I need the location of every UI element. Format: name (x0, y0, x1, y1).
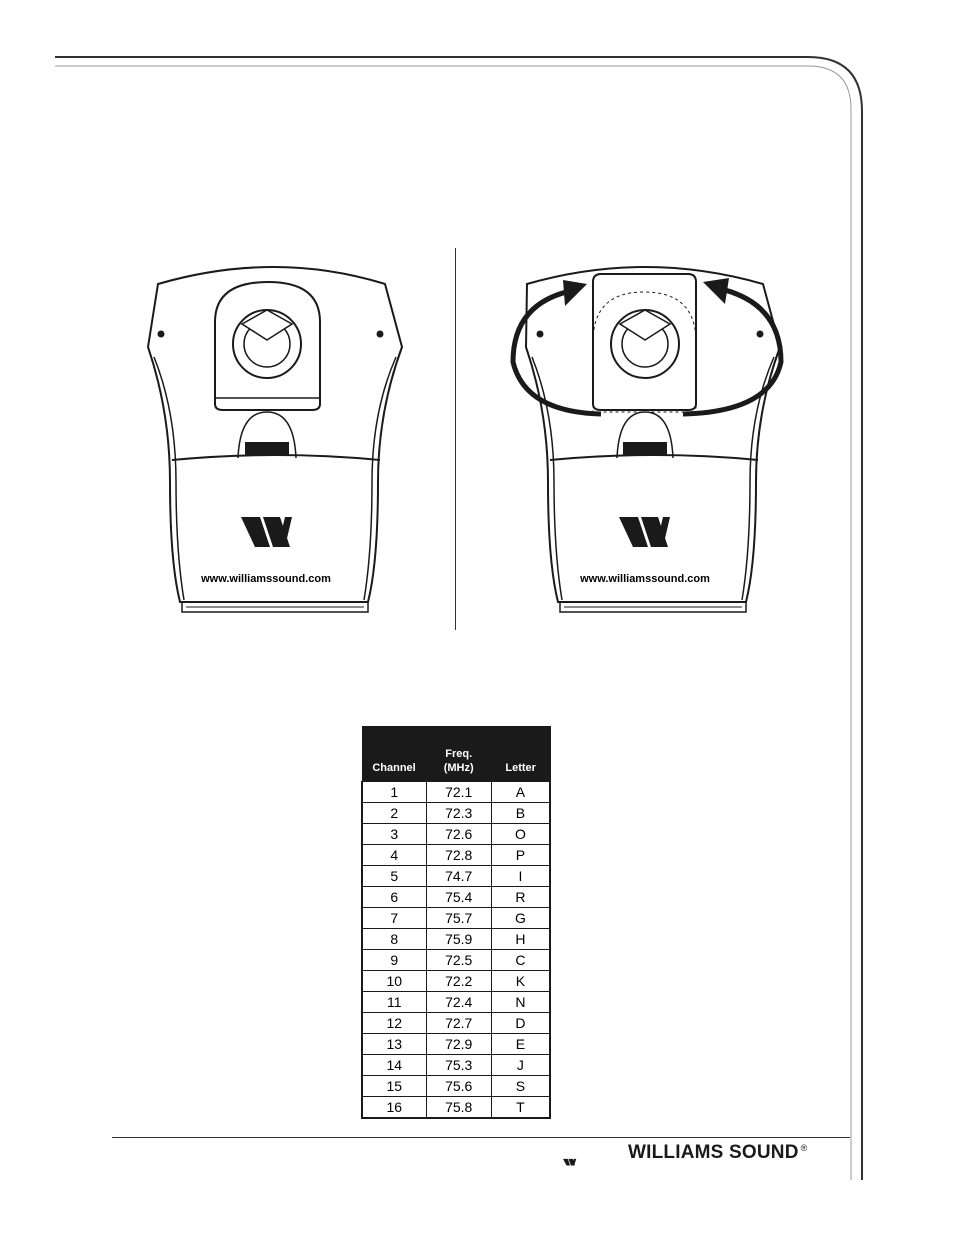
table-row (362, 1055, 550, 1076)
cell-channel: 16 (362, 1097, 426, 1119)
cell-channel: 4 (362, 845, 426, 866)
cell-letter: S (491, 1076, 550, 1097)
cell-channel: 15 (362, 1076, 426, 1097)
cell-frequency: 74.7 (426, 866, 491, 887)
cell-frequency: 72.9 (426, 1034, 491, 1055)
footer-brand (628, 1142, 807, 1164)
cell-letter: A (491, 782, 550, 803)
cell-letter: T (491, 1097, 550, 1119)
cell-letter: G (491, 908, 550, 929)
channel-frequency-table (361, 726, 551, 1119)
footer-rule (112, 1137, 850, 1138)
table-row (362, 950, 550, 971)
table-row (362, 929, 550, 950)
cell-letter: H (491, 929, 550, 950)
cell-letter: I (491, 866, 550, 887)
header-letter: Letter (491, 727, 550, 782)
table-body (362, 782, 550, 1119)
header-frequency (426, 727, 491, 782)
williams-sound-logo-icon (563, 1144, 625, 1180)
cell-frequency: 75.6 (426, 1076, 491, 1097)
table-row (362, 1034, 550, 1055)
table-row (362, 887, 550, 908)
cell-channel: 13 (362, 1034, 426, 1055)
receiver-illustration-right (505, 262, 795, 622)
device-url-right: www.williamssound.com (580, 573, 710, 585)
illustration-divider (455, 248, 456, 630)
cell-letter: R (491, 887, 550, 908)
table-row (362, 992, 550, 1013)
cell-letter: J (491, 1055, 550, 1076)
cell-frequency: 75.9 (426, 929, 491, 950)
header-channel: Channel (362, 727, 426, 782)
cell-frequency: 72.7 (426, 1013, 491, 1034)
device-url-left: www.williamssound.com (201, 573, 331, 585)
cell-frequency: 72.5 (426, 950, 491, 971)
header-frequency-line2: (MHz) (443, 762, 474, 774)
cell-letter: D (491, 1013, 550, 1034)
cell-channel: 2 (362, 803, 426, 824)
table-row (362, 1076, 550, 1097)
cell-channel: 8 (362, 929, 426, 950)
cell-channel: 7 (362, 908, 426, 929)
cell-frequency: 72.8 (426, 845, 491, 866)
table-row (362, 1097, 550, 1119)
cell-channel: 9 (362, 950, 426, 971)
table-row (362, 845, 550, 866)
table-row (362, 908, 550, 929)
registered-mark: ® (800, 1142, 808, 1153)
cell-frequency: 72.3 (426, 803, 491, 824)
receiver-illustration-left (140, 262, 410, 622)
cell-frequency: 75.7 (426, 908, 491, 929)
table-row (362, 803, 550, 824)
cell-channel: 6 (362, 887, 426, 908)
cell-channel: 10 (362, 971, 426, 992)
table-header-row (362, 727, 550, 782)
cell-frequency: 72.1 (426, 782, 491, 803)
cell-letter: K (491, 971, 550, 992)
cell-channel: 12 (362, 1013, 426, 1034)
cell-letter: O (491, 824, 550, 845)
cell-channel: 3 (362, 824, 426, 845)
cell-frequency: 72.2 (426, 971, 491, 992)
header-frequency-line1: Freq. (445, 748, 473, 760)
cell-letter: C (491, 950, 550, 971)
table-row (362, 866, 550, 887)
cell-frequency: 75.4 (426, 887, 491, 908)
table-row (362, 782, 550, 803)
cell-channel: 11 (362, 992, 426, 1013)
cell-channel: 14 (362, 1055, 426, 1076)
footer-brand-text: WILLIAMS SOUND (628, 1142, 799, 1163)
cell-letter: N (491, 992, 550, 1013)
cell-frequency: 75.3 (426, 1055, 491, 1076)
cell-letter: P (491, 845, 550, 866)
cell-frequency: 72.4 (426, 992, 491, 1013)
cell-channel: 5 (362, 866, 426, 887)
table-row (362, 824, 550, 845)
cell-letter: E (491, 1034, 550, 1055)
cell-letter: B (491, 803, 550, 824)
cell-frequency: 72.6 (426, 824, 491, 845)
table-row (362, 971, 550, 992)
cell-channel: 1 (362, 782, 426, 803)
cell-frequency: 75.8 (426, 1097, 491, 1119)
table-row (362, 1013, 550, 1034)
